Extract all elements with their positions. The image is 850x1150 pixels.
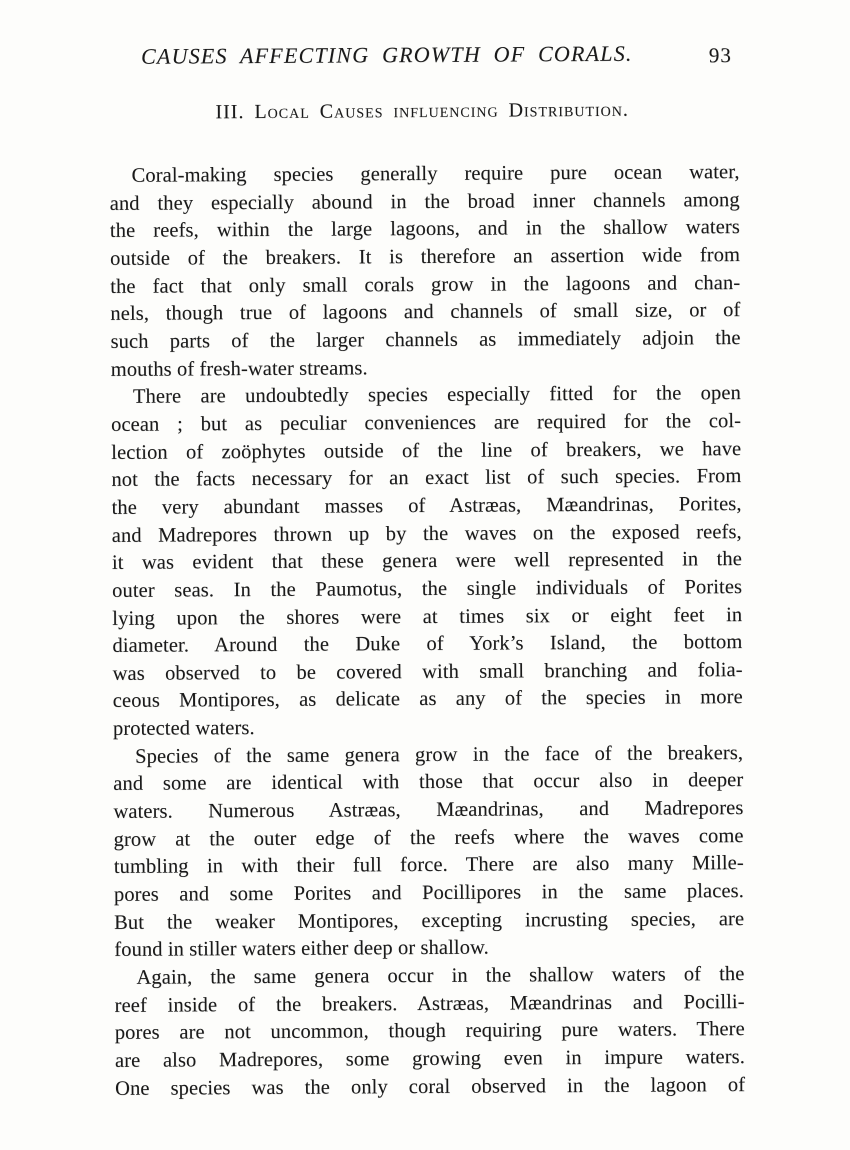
text-line: it was evident that these genera were well represented in the <box>111 548 742 575</box>
paragraph <box>113 740 744 965</box>
text-line: There are undoubtedly species especially fitted for the open <box>132 382 741 409</box>
text-line: mouths of fresh-water streams. <box>110 356 368 381</box>
paragraph <box>114 961 745 1103</box>
text-line: pores and some Porites and Pocillipores in the same places. <box>113 880 745 906</box>
text-line: ocean ; but as peculiar conveniences are required for the col- <box>111 409 742 436</box>
text-line: diameter. Around the Duke of York’s Island, the bottom <box>112 631 743 658</box>
text-line: the very abundant masses of Astræas, Mæandrinas, Porites, <box>111 492 742 519</box>
text-line: found in stiller waters either deep or shallow. <box>114 936 489 962</box>
text-line: grow at the outer edge of the reefs where the waves come <box>113 824 744 851</box>
paragraph <box>109 159 740 384</box>
text-line: outer seas. In the Paumotus, the single individuals of Porites <box>112 575 743 602</box>
page-number: 93 <box>708 43 732 68</box>
text-line: One species was the only coral observed in the lagoon of <box>115 1073 746 1100</box>
text-line: are also Madrepores, some growing even in impure waters. <box>114 1046 746 1072</box>
page-body <box>109 159 745 1103</box>
text-line: the fact that only small corals grow in the lagoons and chan- <box>110 271 741 298</box>
text-line: nels, though true of lagoons and channels of small size, or of <box>110 299 741 326</box>
text-line: lying upon the shores were at times six or eight feet in <box>112 603 743 630</box>
paragraph <box>111 380 743 743</box>
text-line: not the facts necessary for an exact list of such species. From <box>111 465 742 492</box>
text-line: was observed to be covered with small branching and folia- <box>112 658 743 685</box>
text-line: waters. Numerous Astræas, Mæandrinas, and Madrepores <box>113 797 744 824</box>
text-line: reef inside of the breakers. Astræas, Mæandrinas and Pocilli- <box>114 990 745 1017</box>
text-line: But the weaker Montipores, excepting incrusting species, are <box>114 907 745 934</box>
text-line: and Madrepores thrown up by the waves on the exposed reefs, <box>111 520 742 547</box>
text-line: Species of the same genera grow in the face of the breakers, <box>135 741 744 768</box>
text-line: Coral-making species generally require pure ocean water, <box>131 161 740 187</box>
text-line: such parts of the larger channels as immediately adjoin the <box>110 327 741 353</box>
section-heading: III. Local Causes influencing Distribution. <box>215 98 629 124</box>
text-line: outside of the breakers. It is therefore an assertion wide from <box>109 244 741 270</box>
text-line: tumbling in with their full force. There are also many Mille- <box>113 852 744 879</box>
text-line: protected waters. <box>112 717 255 741</box>
text-line: and they especially abound in the broad inner channels among <box>109 188 740 215</box>
text-line: pores are not uncommon, though requiring pure waters. There <box>114 1018 745 1045</box>
text-line: the reefs, within the large lagoons, and in the shallow waters <box>109 216 740 243</box>
text-line: and some are identical with those that occur also in deeper <box>113 769 744 796</box>
running-head: CAUSES AFFECTING GROWTH OF CORALS. <box>140 40 633 69</box>
text-line: Again, the same genera occur in the shallow waters of the <box>136 963 745 989</box>
text-line: ceous Montipores, as delicate as any of the species in more <box>112 686 743 713</box>
text-line: lection of zoöphytes outside of the line of breakers, we have <box>111 437 742 464</box>
